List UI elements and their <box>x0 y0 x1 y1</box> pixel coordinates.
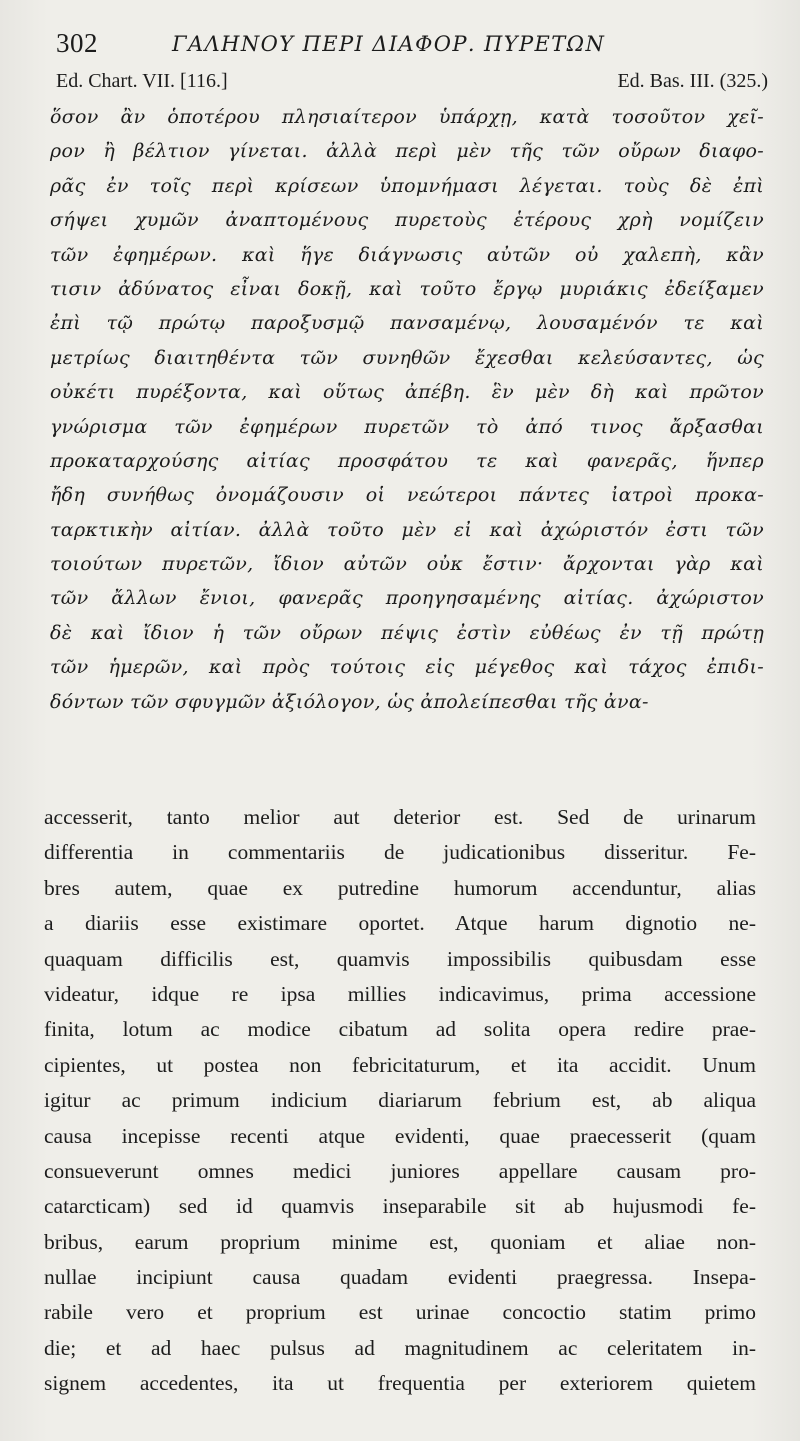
edition-reference-basel: Ed. Bas. III. (325.) <box>617 70 768 92</box>
running-head <box>56 28 756 64</box>
edition-reference-line <box>56 70 768 96</box>
latin-text-line: finita, lotum ac modice cibatum ad solita opera redire prae- <box>44 1017 756 1042</box>
latin-text-line: nullae incipiunt causa quadam evidenti praegressa. Insepa- <box>44 1265 756 1290</box>
greek-text-line: δόντων τῶν σφυγμῶν ἀξιόλογον, ὡς ἀπολείπεσθαι τῆς ἀνα- <box>50 690 649 713</box>
latin-text-line: bribus, earum proprium minime est, quoniam et aliae non- <box>44 1229 756 1254</box>
greek-text-line: μετρίως διαιτηθέντα τῶν συνηθῶν ἔχεσθαι κελεύσαντες, ὡς <box>50 346 764 369</box>
greek-text-line: τῶν ἄλλων ἔνιοι, φανερᾶς προηγησαμένης αἰτίας. ἀχώριστον <box>50 587 764 610</box>
latin-text-line: bres autem, quae ex putredine humorum accenduntur, alias <box>44 875 756 900</box>
latin-text-line: videatur, idque re ipsa millies indicavimus, prima accessione <box>44 981 756 1006</box>
greek-text-line: τισιν ἀδύνατος εἶναι δοκῇ, καὶ τοῦτο ἔργῳ μυριάκις ἐδείξαμεν <box>50 277 764 300</box>
greek-text-line: τῶν ἐφημέρων. καὶ ἥγε διάγνωσις αὐτῶν οὐ χαλεπὴ, κἂν <box>50 243 764 266</box>
greek-text-line: προκαταρχούσης αἰτίας προσφάτου τε καὶ φανερᾶς, ἥνπερ <box>50 449 764 472</box>
greek-text-line: ἐπὶ τῷ πρώτῳ παροξυσμῷ πανσαμένῳ, λουσαμένόν τε καὶ <box>50 312 764 335</box>
greek-text-line: οὐκέτι πυρέξοντα, καὶ οὕτως ἀπέβη. ἓν μὲν δὴ καὶ πρῶτον <box>50 381 764 404</box>
page-number: 302 <box>56 28 98 58</box>
latin-text-line: catarcticam) sed id quamvis inseparabile sit ab hujusmodi fe- <box>44 1194 756 1219</box>
greek-text-line: τοιούτων πυρετῶν, ἴδιον αὐτῶν οὐκ ἔστιν· ἄρχονται γὰρ καὶ <box>50 553 764 576</box>
edition-reference-chartier: Ed. Chart. VII. [116.] <box>56 70 228 92</box>
greek-text-line: τῶν ἡμερῶν, καὶ πρὸς τούτοις εἰς μέγεθος καὶ τάχος ἐπιδι- <box>50 656 764 679</box>
greek-text-line: δὲ καὶ ἴδιον ἡ τῶν οὔρων πέψις ἐστὶν εὐθέως ἐν τῇ πρώτῃ <box>50 621 764 644</box>
greek-text-line: ρᾶς ἐν τοῖς περὶ κρίσεων ὑπομνήμασι λέγεται. τοὺς δὲ ἐπὶ <box>50 174 764 197</box>
latin-text-line: accesserit, tanto melior aut deterior est. Sed de urinarum <box>44 805 756 829</box>
latin-text-line: consueverunt omnes medici juniores appellare causam pro- <box>44 1158 756 1183</box>
greek-text-line: σήψει χυμῶν ἀναπτομένους πυρετοὺς ἑτέρους χρὴ νομίζειν <box>50 209 764 232</box>
latin-text-line: signem accedentes, ita ut frequentia per exteriorem quietem <box>44 1371 756 1396</box>
latin-text-block <box>44 800 756 1402</box>
greek-text-line: ταρκτικὴν αἰτίαν. ἀλλὰ τοῦτο μὲν εἰ καὶ ἀχώριστόν ἐστι τῶν <box>50 518 764 541</box>
latin-text-line: die; et ad haec pulsus ad magnitudinem ac celeritatem in- <box>44 1335 756 1360</box>
greek-text-block <box>50 100 764 719</box>
greek-text-line: ἤδη συνήθως ὀνομάζουσιν οἱ νεώτεροι πάντες ἰατροὶ προκα- <box>50 484 764 507</box>
latin-text-line: cipientes, ut postea non febricitaturum, et ita accidit. Unum <box>44 1052 756 1077</box>
greek-text-line: ρον ἢ βέλτιον γίνεται. ἀλλὰ περὶ μὲν τῆς τῶν οὔρων διαφο- <box>50 140 764 163</box>
latin-text-line: differentia in commentariis de judicationibus disseritur. Fe- <box>44 840 756 865</box>
latin-text-line: igitur ac primum indicium diariarum febrium est, ab aliqua <box>44 1088 756 1113</box>
greek-text-line: ὅσον ἂν ὁποτέρου πλησιαίτερον ὑπάρχῃ, κατὰ τοσοῦτον χεῖ- <box>50 106 764 128</box>
latin-text-line: a diariis esse existimare oportet. Atque harum dignotio ne- <box>44 911 756 936</box>
latin-text-line: rabile vero et proprium est urinae concoctio statim primo <box>44 1300 756 1325</box>
latin-text-line: causa incepisse recenti atque evidenti, quae praecesserit (quam <box>44 1123 756 1148</box>
greek-text-line: γνώρισμα τῶν ἐφημέρων πυρετῶν τὸ ἀπό τινος ἄρξασθαι <box>50 415 764 438</box>
latin-text-line: quaquam difficilis est, quamvis impossibilis quibusdam esse <box>44 946 756 971</box>
running-title: ΓΑΛΗΝΟΥ ΠΕΡΙ ΔΙΑΦΟΡ. ΠΥΡΕΤΩΝ <box>172 32 606 56</box>
